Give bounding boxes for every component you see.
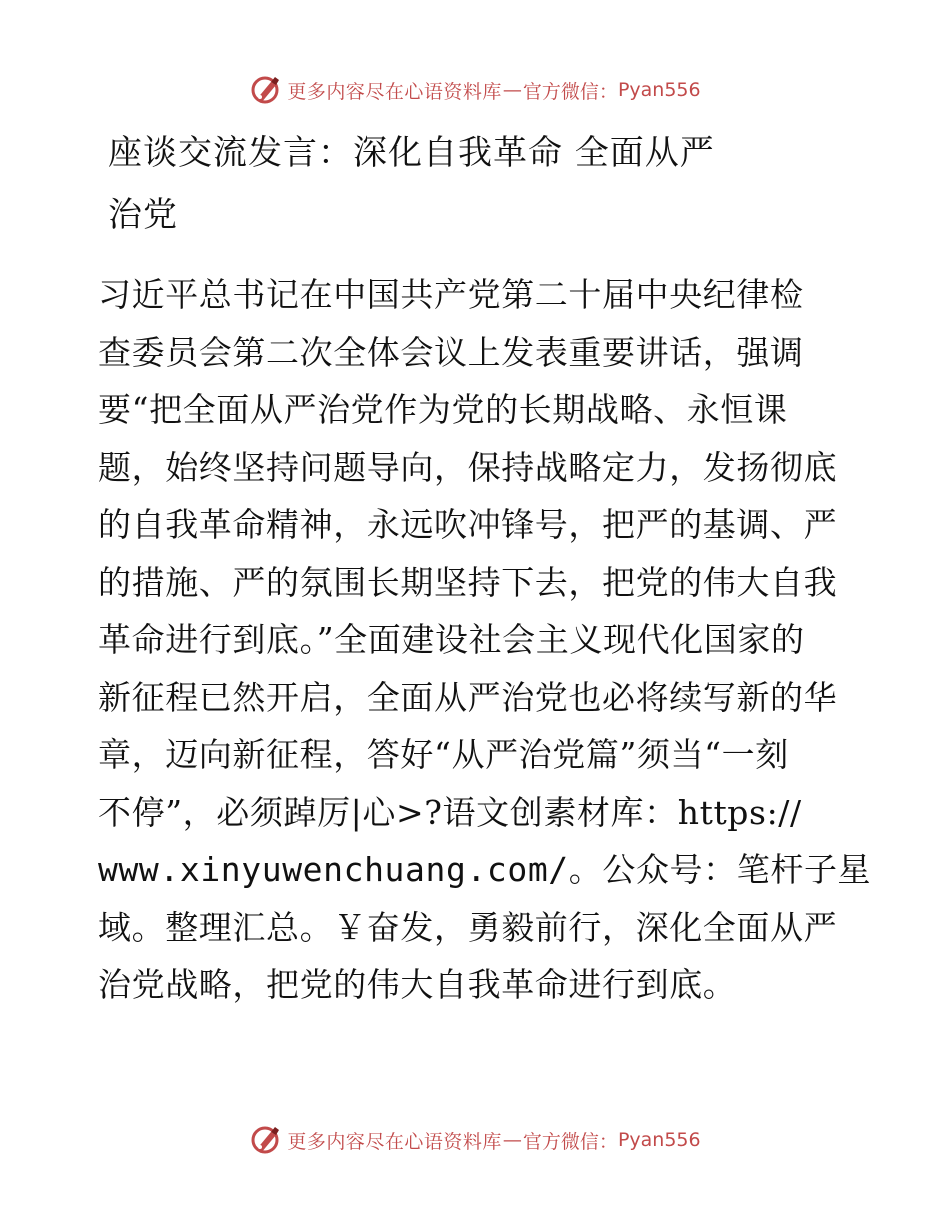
banner-site-text: 更多内容尽在心语资料库: [287, 1130, 502, 1153]
body-line: 不停”，必须踔厉|心>?语文创素材库：https://: [98, 792, 802, 832]
header-banner-content: [249, 73, 700, 107]
body-line: 习近平总书记在中国共产党第二十届中央纪律检: [98, 275, 804, 314]
body-paragraph: [98, 266, 872, 1014]
body-line: 的自我革命精神，永远吹冲锋号，把严的基调、严: [98, 505, 838, 544]
body-line: 新征程已然开启，全面从严治党也必将续写新的华: [98, 677, 838, 717]
banner-site-text: 更多内容尽在心语资料库: [287, 80, 502, 103]
banner-account-id: Pyan556: [617, 1129, 701, 1151]
body-line: 要“把全面从严治党作为党的长期战略、永恒课: [98, 390, 788, 429]
body-line-url: www.xinyuwenchuang.com/。公众号：笔杆子星: [98, 850, 872, 889]
body-line: 题，始终坚持问题导向，保持战略定力，发扬彻底: [98, 447, 838, 487]
body-line: 查委员会第二次全体会议上发表重要讲话，强调: [98, 332, 804, 372]
pen-circle-logo-icon: [249, 1123, 283, 1157]
body-line: 治党战略，把党的伟大自我革命进行到底。: [98, 965, 737, 1004]
document-title: [108, 122, 868, 246]
body-line: 的措施、严的氛围长期坚持下去，把党的伟大自我: [98, 562, 838, 602]
banner-dash: —: [502, 1129, 522, 1151]
body-line: 章，迈向新征程，答好“从严治党篇”须当“一刻: [98, 735, 789, 774]
title-line-1: 座谈交流发言：深化自我革命 全面从严: [108, 133, 715, 173]
footer-banner-content: [249, 1123, 700, 1157]
header-banner: [0, 72, 950, 108]
banner-official-label: 官方微信：: [522, 80, 618, 103]
body-line: 域。整理汇总。￥奋发，勇毅前行，深化全面从严: [98, 907, 838, 947]
body-line: 革命进行到底。”全面建设社会主义现代化国家的: [98, 620, 805, 659]
banner-account-id: Pyan556: [617, 79, 701, 101]
title-line-2: 治党: [108, 195, 178, 235]
banner-dash: —: [502, 79, 522, 101]
pen-circle-logo-icon: [249, 73, 283, 107]
footer-banner: [0, 1122, 950, 1158]
banner-official-label: 官方微信：: [522, 1130, 618, 1153]
